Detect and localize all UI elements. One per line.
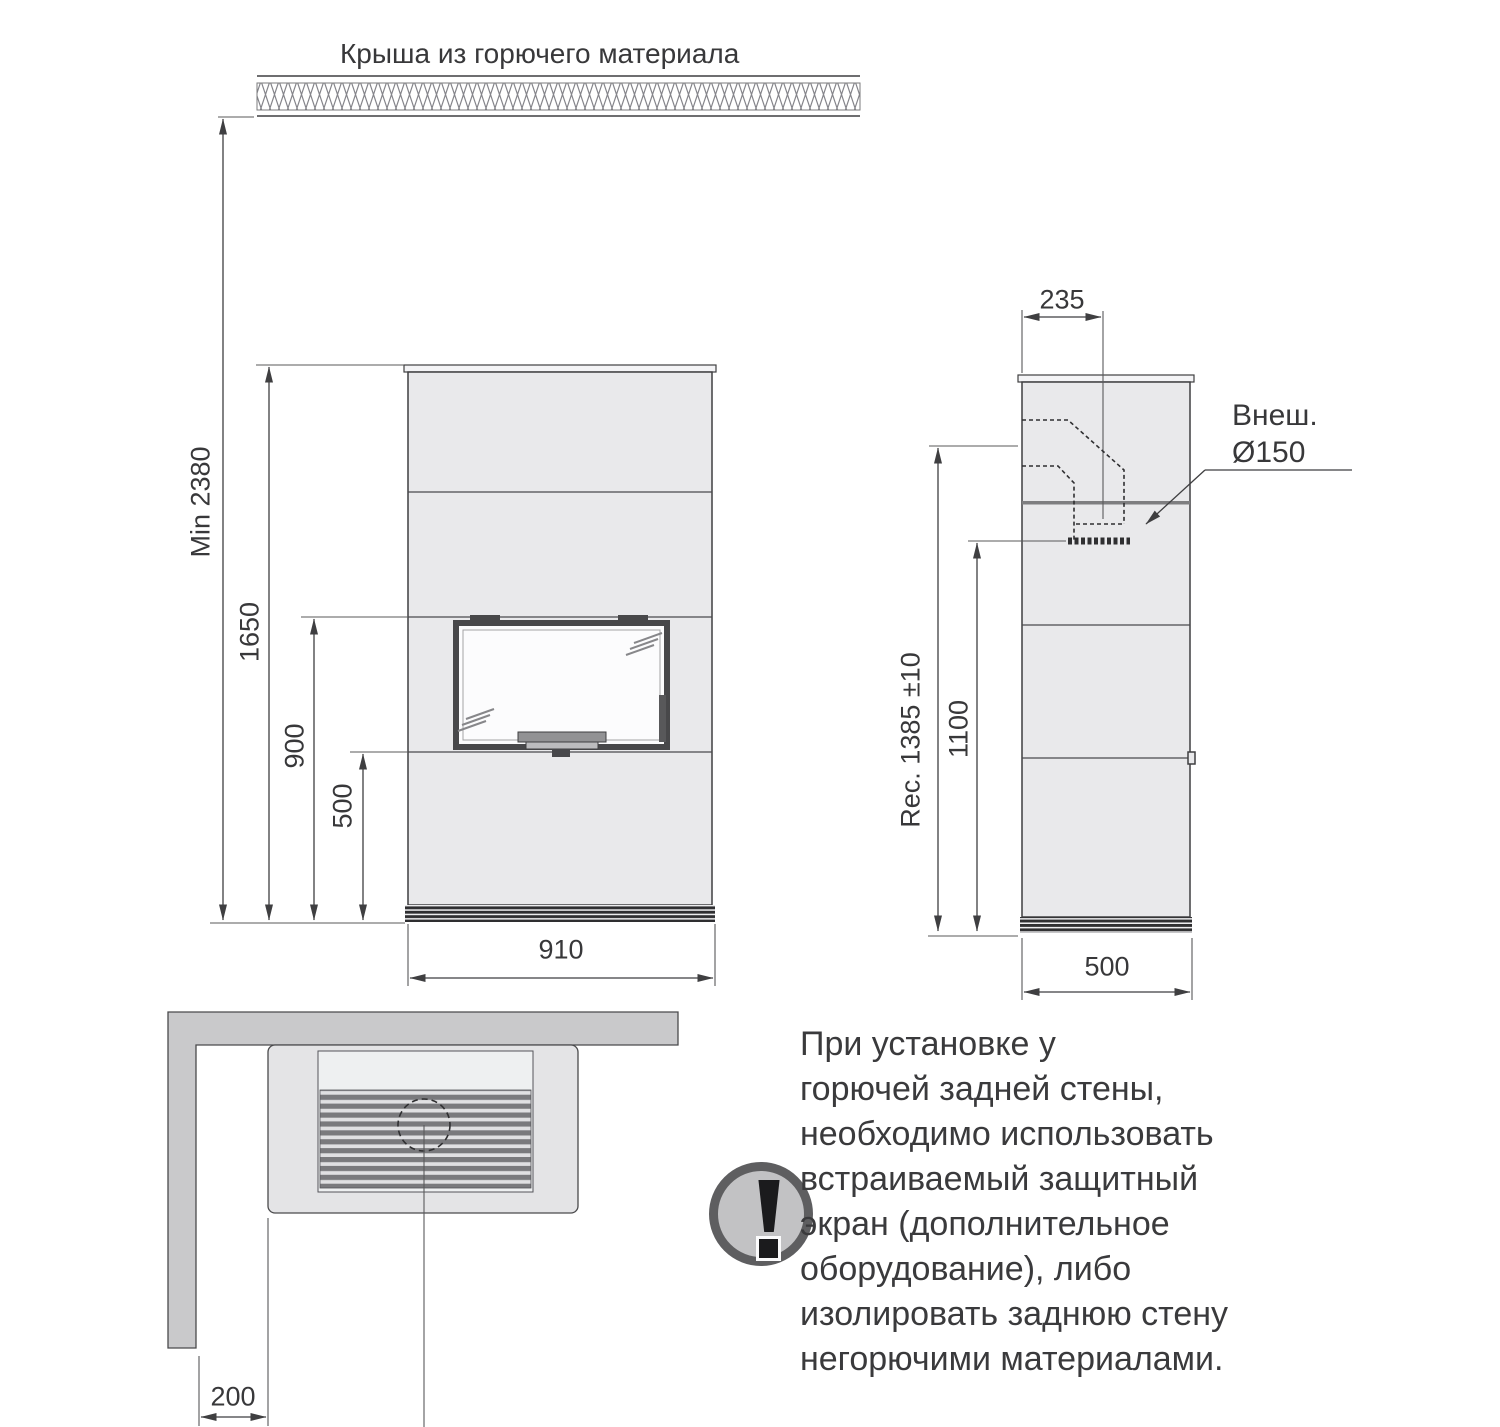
dim-label-235: 235: [1039, 284, 1085, 315]
warning-icon: [709, 1162, 813, 1266]
door-latch: [659, 695, 666, 742]
flue-label-diameter: Ø150: [1232, 436, 1306, 469]
dim-label-500-side: 500: [1084, 951, 1130, 982]
warning-line: экран (дополнительное: [800, 1205, 1170, 1243]
front-plinth: [405, 905, 715, 922]
door-handle: [518, 732, 606, 742]
warning-line: необходимо использовать: [800, 1115, 1214, 1153]
door-hinge-right: [618, 615, 648, 622]
door-hinge-left: [470, 615, 500, 622]
dim-label-900: 900: [279, 723, 310, 769]
warning-line: При установке у: [800, 1025, 1056, 1063]
dim-label-1100: 1100: [943, 699, 974, 759]
firebox-door: [456, 615, 667, 757]
flue-label-vnesh: Внеш.: [1232, 399, 1318, 432]
warning-line: встраиваемый защитный: [800, 1160, 1199, 1198]
warning-line: оборудование), либо: [800, 1250, 1132, 1288]
dim-label-1650: 1650: [234, 601, 265, 663]
dim-label-200: 200: [210, 1381, 256, 1412]
dim-label-rec-1385: Rec. 1385 ±10: [895, 652, 926, 828]
dim-label-min-2380: Min 2380: [185, 446, 216, 558]
front-view: [210, 117, 716, 986]
convection-grille: [320, 1090, 531, 1188]
side-notch: [1188, 752, 1195, 764]
roof-hatch-strip: [257, 76, 860, 116]
dim-label-910: 910: [538, 934, 584, 965]
warning-line: негорючими материалами.: [800, 1340, 1224, 1378]
exclamation-icon: [757, 1180, 781, 1232]
warning-line: изолировать заднюю стену: [800, 1295, 1229, 1333]
side-plinth: [1020, 917, 1192, 933]
roof-material-label: Крыша из горючего материала: [340, 38, 740, 69]
warning-text: [800, 1022, 1228, 1382]
top-view: [168, 1012, 678, 1427]
warning-line: горючей задней стены,: [800, 1070, 1164, 1108]
dim-label-500-front: 500: [327, 783, 358, 829]
